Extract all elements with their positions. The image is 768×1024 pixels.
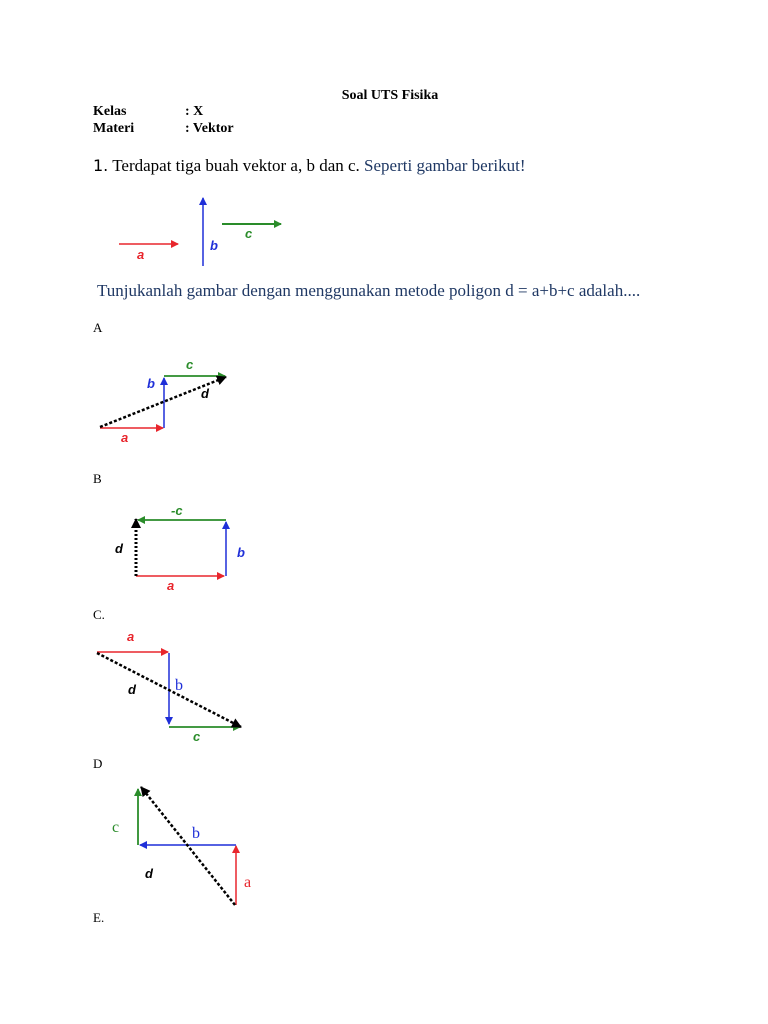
option-b-label-a: a <box>167 578 175 593</box>
option-d-label-d: d <box>145 866 153 881</box>
given-vectors-figure <box>119 198 281 266</box>
question-text-main: Terdapat tiga buah vektor a, b dan c. <box>112 156 360 175</box>
option-c-label-d: d <box>128 682 136 697</box>
given-vector-c-label: c <box>245 226 253 241</box>
option-b-label[interactable]: B <box>93 471 102 486</box>
option-b-label-c: -c <box>171 503 183 518</box>
kelas-label: Kelas <box>93 104 127 119</box>
option-d-label-a: a <box>244 874 252 891</box>
option-c-label[interactable]: C. <box>93 607 105 622</box>
option-d-label-c: c <box>112 819 120 836</box>
given-vector-b-label: b <box>210 238 218 253</box>
question-number: 1. <box>93 156 109 175</box>
materi-label: Materi <box>93 121 135 136</box>
option-a-label-c: c <box>186 357 194 372</box>
option-a-label[interactable]: A <box>93 320 103 335</box>
option-c-label-c: c <box>193 729 201 744</box>
option-b-diagram[interactable] <box>115 503 245 593</box>
option-a-label-a: a <box>121 430 129 445</box>
option-b-label-b: b <box>237 545 245 560</box>
document-title: Soal UTS Fisika <box>341 88 439 103</box>
option-a-diagram[interactable] <box>100 357 226 445</box>
option-d-vector-d <box>141 787 235 905</box>
option-c-label-a: a <box>127 629 135 644</box>
materi-value: : Vektor <box>185 121 234 136</box>
option-c-diagram[interactable] <box>97 629 241 744</box>
option-b-label-d: d <box>115 541 123 556</box>
option-c-label-b: b <box>175 677 183 694</box>
kelas-value: : X <box>185 104 204 119</box>
option-d-diagram[interactable] <box>112 787 251 905</box>
option-d-label[interactable]: D <box>93 756 103 771</box>
given-vector-a-label: a <box>137 247 145 262</box>
option-a-label-d: d <box>201 386 209 401</box>
option-a-vector-d <box>100 377 226 427</box>
option-d-label-b: b <box>192 825 200 842</box>
question-text-highlight: Seperti gambar berikut! <box>364 156 526 175</box>
option-e-label[interactable]: E. <box>93 910 105 925</box>
question-instruction: Tunjukanlah gambar dengan menggunakan metode poligon d = a+b+c adalah.... <box>97 281 641 300</box>
option-a-label-b: b <box>147 376 155 391</box>
